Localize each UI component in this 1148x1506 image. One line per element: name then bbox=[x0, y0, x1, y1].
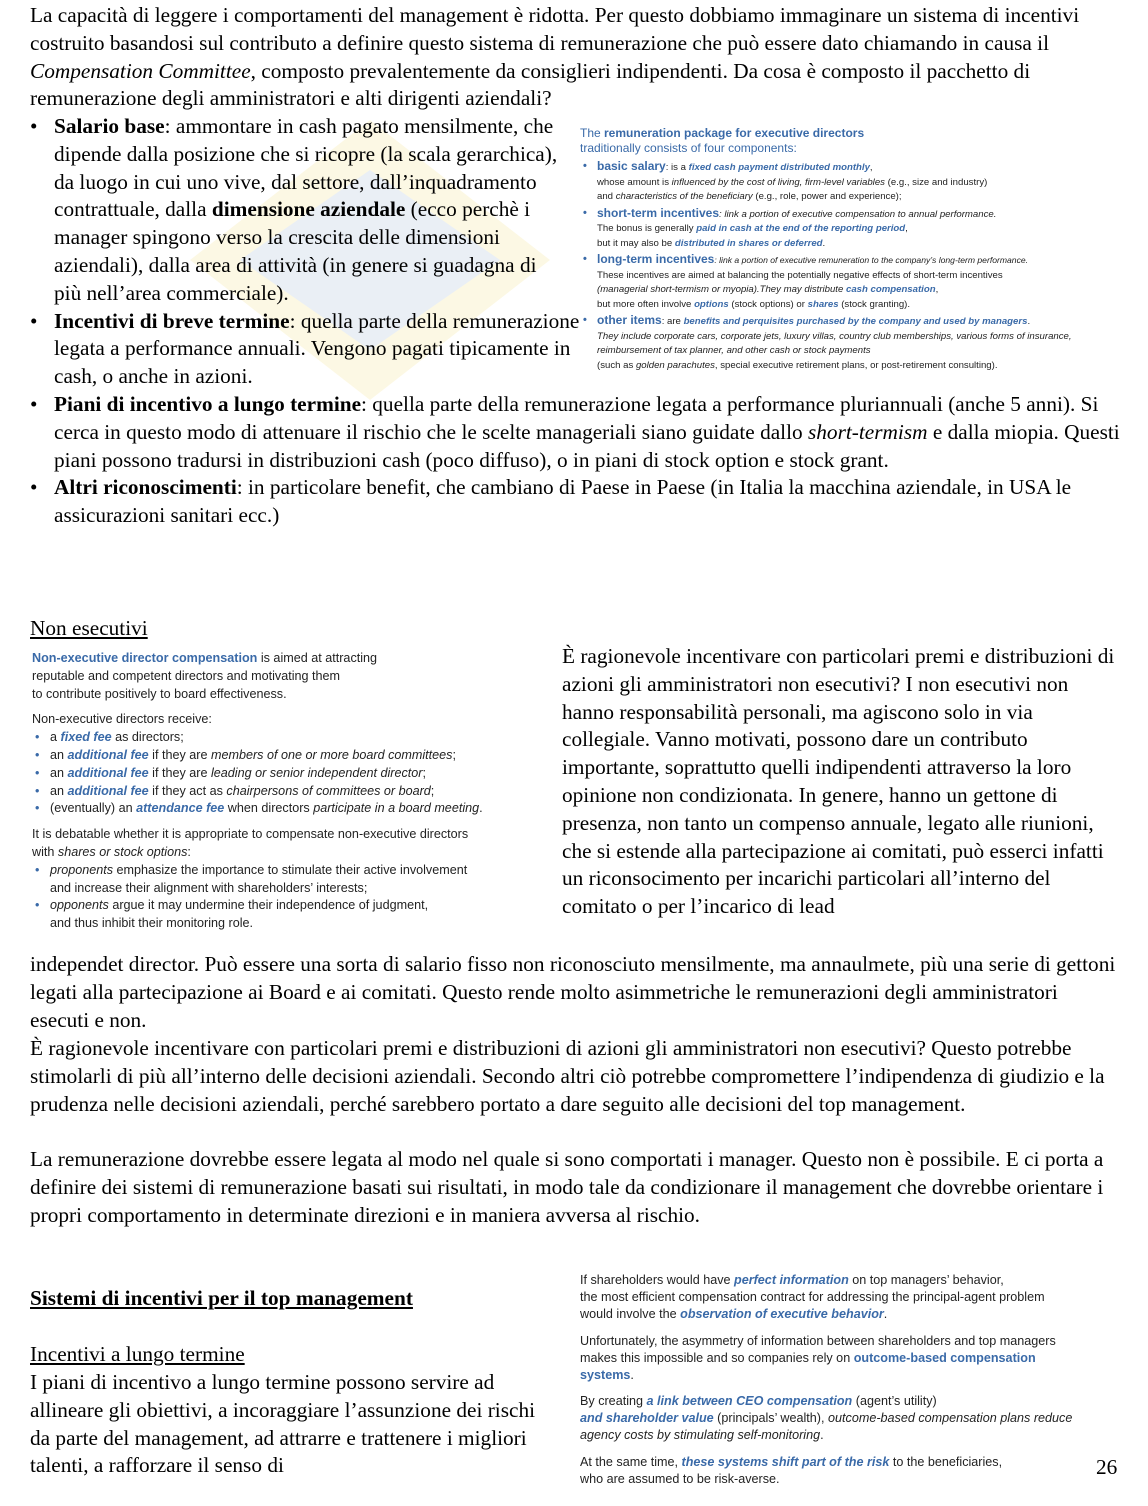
slide-line: Non-executive directors receive: bbox=[32, 712, 212, 727]
slide-item-basic-salary: • basic salary: is a fixed cash payment distributed monthly, whose amount is influenced by the cost of living, firm-level variables (e.g., size and industry) and characteristics of the beneficiary (e.g., role, power and experience); bbox=[583, 159, 988, 202]
bullet-icon: • bbox=[583, 314, 587, 326]
bullet-icon: • bbox=[30, 114, 38, 138]
slide-paragraph: If shareholders would have perfect information on top managers’ behavior, the most efficient compensation contract for addressing the principal-agent problem would involve the observation of executive behavior. bbox=[580, 1273, 1045, 1321]
slide-heading: The remuneration package for executive directors bbox=[580, 126, 865, 140]
list-item-incentivi-lungo: • Piani di incentivo a lungo termine: quella parte della remunerazione legata a performance pluriannuali (anche 5 anni). Si cerca in questo modo di attenuare il rischio che le scelte manageriali siano guidate dallo short-termism e dalla miopia. Questi piani possono tradursi in distribuzioni cash (poco diffuso), o in piani di stock option e stock grant. bbox=[30, 391, 1120, 472]
bullet-icon: • bbox=[30, 308, 38, 333]
bullet-icon: • bbox=[35, 747, 40, 762]
slide-line: reputable and competent directors and motivating them bbox=[32, 668, 341, 683]
nonexec-right-paragraph: È ragionevole incentivare con particolari premi e distribuzioni di azioni gli amministratori non esecutivi? I non esecutivi non hanno responsabilità personali, ma agiscono solo in via collegiale. Vanno motivati, possono dare un contributo importante, soprattutto quelli indipendenti attraverso la loro opinione non condizionata. In genere, hanno un gettone di presenza, non tanto un compenso annuale, legato alle riunioni, che si estende alla partecipazione ai comitati, può esserci infatti un riconsocimento per incarichi particolari all’interno del comitato o per l’incarico di lead bbox=[562, 644, 1115, 919]
section-title-sistemi-incentivi: Sistemi di incentivi per il top management bbox=[30, 1286, 413, 1310]
list-item-incentivi-breve: • Incentivi di breve termine: quella parte della remunerazione legata a performance annuali. Vengono pagati tipicamente in cash, o anche in azioni. bbox=[30, 308, 580, 389]
list-item-altri-riconoscimenti: • Altri riconoscimenti: in particolare benefit, che cambiano di Paese in Paese (in Italia la macchina aziendale, in USA le assicurazioni sanitari ecc.) bbox=[30, 475, 1072, 528]
intro-paragraph: La capacità di leggere i comportamenti del management è ridotta. Per questo dobbiamo immaginare un sistema di incentivi costruito basandosi sul contributo a definire questo sistema di remunerazione che può essere dato chiamando in causa il Compensation Committee, composto prevalentemente da consiglieri indipendenti. Da cosa è composto il pacchetto di remunerazione degli amministratori e alti dirigenti aziendali? bbox=[30, 3, 1080, 111]
bullet-icon: • bbox=[30, 475, 38, 500]
bullet-icon: • bbox=[35, 801, 40, 816]
bullet-icon: • bbox=[35, 862, 40, 877]
nonexec-paragraph-3: La remunerazione dovrebbe essere legata al modo nel quale si sono comportati i manager. Questo non è possibile. E ci porta a definire dei sistemi di remunerazione basati sui risultati, in modo tale da condizionare il management che dovrebbe orientare i propri comportamento in determinate direzioni e in maniera avversa al rischio. bbox=[30, 1147, 1104, 1227]
slide-bullet: • opponents argue it may undermine their independence of judgment, and thus inhibit their monitoring role. bbox=[35, 898, 429, 931]
bullet-icon: • bbox=[583, 160, 587, 172]
bullet-icon: • bbox=[583, 206, 587, 219]
slide-line: with shares or stock options: bbox=[32, 844, 191, 859]
section-title-non-esecutivi: Non esecutivi bbox=[30, 616, 148, 640]
slide-remuneration-package bbox=[580, 126, 1090, 372]
bullet-icon: • bbox=[35, 898, 40, 913]
slide-item-short-term: • short-term incentives: link a portion of executive compensation to annual performance. The bonus is generally paid in cash at the end of the reporting period, but it may also be distributed in shares or deferred. bbox=[583, 205, 997, 249]
bullet-icon: • bbox=[30, 391, 38, 416]
slide-line: to contribute positively to board effectiveness. bbox=[32, 686, 287, 701]
slide-bullet: • (eventually) an attendance fee when directors participate in a board meeting. bbox=[32, 800, 532, 818]
slide-paragraph: By creating a link between CEO compensation (agent’s utility) and shareholder value (principals’ wealth), outcome-based compensation plans reduce agency costs by stimulating self-monitoring. bbox=[580, 1394, 1073, 1443]
slide-item-other-items: • other items: are benefits and perquisites purchased by the company and used by managers. They include corporate cars, corporate jets, luxury villas, country club memberships, various forms of insurance, reimbursement of tax planner, and other cash or stock payments (such as golden parachutes, special executive retirement plans, or post-retirement consulting). bbox=[583, 313, 1072, 371]
slide-bullet: • an additional fee if they are leading or senior independent director; bbox=[32, 765, 532, 783]
slide-bullet: • proponents emphasize the importance to stimulate their active involvement and increase their alignment with shareholders’ interests; bbox=[35, 862, 468, 895]
slide-item-long-term: • long-term incentives: link a portion of executive remuneration to the company’s long-term performance. These incentives are aimed at balancing the potentially negative effects of short-term incentives (managerial short-termism or myopia).They may distribute cash compensation, but more often involve options (stock options) or shares (stock granting). bbox=[583, 252, 1029, 310]
slide-bullet: • a fixed fee as directors; bbox=[32, 729, 532, 747]
slide-subheading: traditionally consists of four components: bbox=[580, 140, 797, 155]
slide-bullet: • an additional fee if they act as chairpersons of committees or board; bbox=[32, 783, 532, 801]
list-item-salario-base: • Salario base: ammontare in cash pagato mensilmente, che dipende dalla posizione che si ricopre (la scala gerarchica), da luogo in cui uno vive, dal settore, dall’inquadramento contrattuale, dalla dimensione aziendale (ecco perchè i manager spingono verso la crescita delle dimensioni aziendali), dalla area di attività (in genere si guadagna di più nell’area commerciale). bbox=[30, 114, 558, 305]
nonexec-paragraph-2: È ragionevole incentivare con particolari premi e distribuzioni di azioni gli amministratori non esecutivi? Questo potrebbe stimolarli di più all’interno delle decisioni aziendali. Secondo altri ciò potrebbe compromettere l’indipendenza di giudizio e la prudenza nelle decisioni aziendali, perché sarebbero portato a dare seguito alle decisioni del top management. bbox=[30, 1036, 1105, 1116]
bullet-icon: • bbox=[35, 765, 40, 780]
slide-outcome-based-compensation bbox=[580, 1272, 1088, 1498]
slide-non-executive-compensation bbox=[32, 650, 532, 933]
bullet-icon: • bbox=[583, 253, 587, 265]
bullet-icon: • bbox=[35, 730, 40, 745]
slide-line: It is debatable whether it is appropriate to compensate non-executive directors bbox=[32, 827, 469, 842]
slide-bullet: • an additional fee if they are members of one or more board committees; bbox=[32, 747, 532, 765]
subsection-title-lungo-termine: Incentivi a lungo termine bbox=[30, 1342, 245, 1366]
slide-paragraph: Unfortunately, the asymmetry of information between shareholders and top managers makes this impossible and so companies rely on outcome-based compensation systems. bbox=[580, 1333, 1056, 1382]
lungo-termine-paragraph: I piani di incentivo a lungo termine possono servire ad allineare gli obiettivi, a incoraggiare l’assunzione dei rischi da parte del management, ad attrarre e trattenere i migliori talenti, a rafforzare il senso di bbox=[30, 1370, 536, 1478]
slide-paragraph: At the same time, these systems shift part of the risk to the beneficiaries, who are assumed to be risk-averse. bbox=[580, 1455, 1003, 1487]
page-number: 26 bbox=[1096, 1455, 1118, 1479]
nonexec-continuation: independet director. Può essere una sorta di salario fisso non riconosciuto mensilmente, ma annaulmete, più una serie di gettoni legati alla partecipazione ai Board e ai comitati. Questo rende molto asimmetriche le remunerazioni degli amministratori esecuti e non. bbox=[30, 952, 1116, 1032]
slide-line: Non-executive director compensation is aimed at attracting bbox=[32, 651, 378, 665]
bullet-icon: • bbox=[35, 783, 40, 798]
